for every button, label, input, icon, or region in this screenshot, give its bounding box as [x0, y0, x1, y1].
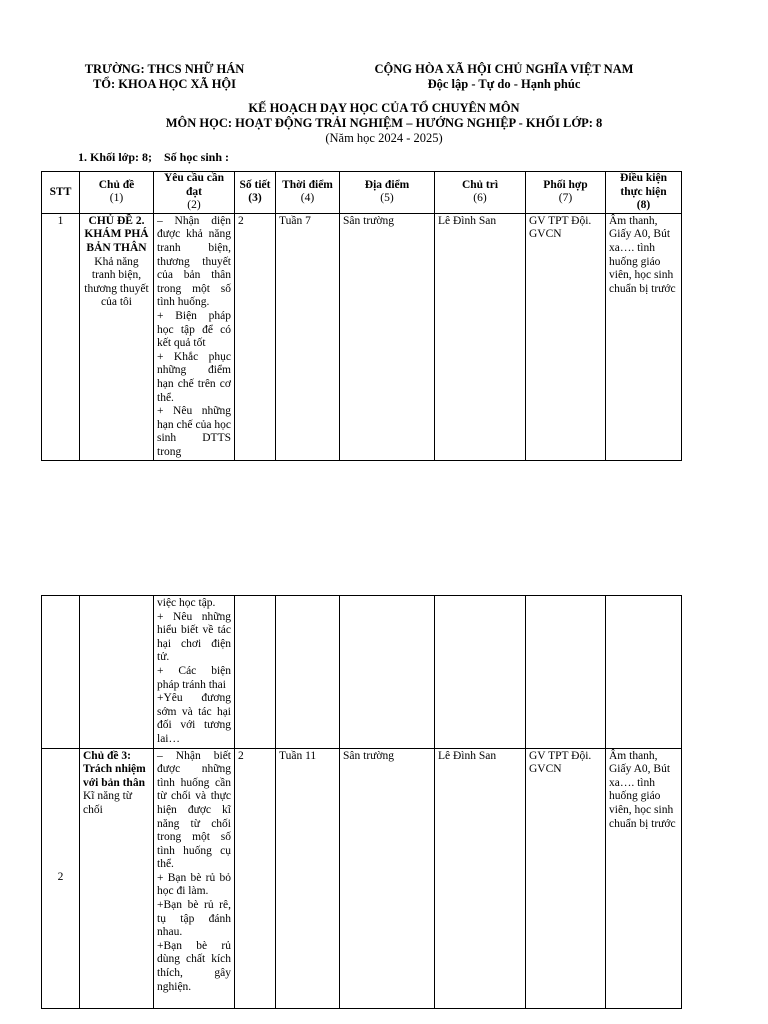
row-partner	[526, 596, 606, 749]
row-stt: 1	[42, 213, 80, 460]
col-stt: STT	[42, 172, 80, 214]
table-row	[42, 596, 682, 749]
row-host: Lê Đình San	[435, 748, 526, 1008]
row-periods: 2	[235, 213, 276, 460]
motto: Độc lập - Tự do - Hạnh phúc	[427, 77, 581, 91]
table-row	[42, 213, 682, 460]
col-periods: Số tiết (3)	[235, 172, 276, 214]
row-conditions	[606, 596, 682, 749]
row-topic	[80, 596, 154, 749]
row-periods: 2	[235, 748, 276, 1008]
grade-info: 1. Khối lớp: 8; Số học sinh :	[78, 150, 230, 164]
row-time	[276, 596, 340, 749]
col-requirements: Yêu cầu cần đạt (2)	[154, 172, 235, 214]
topic-title: Chủ đề 3: Trách nhiệm với bản thân	[83, 749, 146, 789]
row-conditions: Âm thanh, Giấy A0, Bút xa…. tình huống giáo viên, học sinh chuẩn bị trước	[606, 213, 682, 460]
row-partner: GV TPT Đội. GVCN	[526, 213, 606, 460]
plan-title: KẾ HOẠCH DẠY HỌC CỦA TỔ CHUYÊN MÔN	[248, 101, 520, 115]
table-row	[42, 748, 682, 1008]
row-host: Lê Đình San	[435, 213, 526, 460]
row-partner: GV TPT Đội. GVCN	[526, 748, 606, 1008]
col-place: Địa điểm (5)	[340, 172, 435, 214]
col-partner: Phối hợp (7)	[526, 172, 606, 214]
row-place: Sân trường	[340, 748, 435, 1008]
row-periods	[235, 596, 276, 749]
row-stt: 2	[42, 748, 80, 1008]
row-requirements: – Nhận biết được những tình huống cần từ chối và thực hiện được kĩ năng từ chối trong một số tình huống cụ thể. + Bạn bè rủ bỏ học đi làm. +Bạn bè rủ rê, tụ tập đánh nhau. +Bạn bè rủ dùng chất kích thích, gây nghiện.	[154, 748, 235, 1008]
row-requirements-continued: việc học tập. + Nêu những hiểu biết về tác hại chơi điện tử. + Các biện pháp tránh thai +Yêu đương sớm và tác hại đối với tương lai…	[154, 596, 235, 749]
row-requirements: – Nhận diện được khả năng tranh biện, thương thuyết của bản thân trong một số tình huống. + Biện pháp học tập để có kết quả tốt + Khắc phục những điểm hạn chế trên cơ thể. + Nêu những hạn chế của học sinh DTTS trong	[154, 213, 235, 460]
row-host	[435, 596, 526, 749]
topic-title: CHỦ ĐỀ 2. KHÁM PHÁ BẢN THÂN	[84, 214, 149, 254]
plan-table-page2	[41, 595, 682, 1009]
col-time: Thời điểm (4)	[276, 172, 340, 214]
col-topic: Chủ đề (1)	[80, 172, 154, 214]
topic-desc: Khả năng tranh biện, thương thuyết của tôi	[84, 255, 149, 309]
row-conditions: Âm thanh, Giấy A0, Bút xa…. tình huống giáo viên, học sinh chuẩn bị trước	[606, 748, 682, 1008]
col-conditions: Điều kiện thực hiện (8)	[606, 172, 682, 214]
subject-title: MÔN HỌC: HOẠT ĐỘNG TRẢI NGHIỆM – HƯỚNG NGHIỆP - KHỐI LỚP: 8	[165, 116, 603, 130]
row-topic	[80, 748, 154, 1008]
row-place: Sân trường	[340, 213, 435, 460]
col-host: Chủ trì (6)	[435, 172, 526, 214]
plan-table-page1	[41, 171, 682, 461]
department-name: TỔ: KHOA HỌC XÃ HỘI	[92, 77, 237, 91]
row-topic	[80, 213, 154, 460]
school-year: (Năm học 2024 - 2025)	[325, 131, 443, 145]
school-name: TRƯỜNG: THCS NHỮ HÁN	[84, 62, 245, 76]
topic-desc: Kĩ năng từ chối	[83, 790, 133, 816]
row-place	[340, 596, 435, 749]
table-header-row	[42, 172, 682, 214]
country-heading: CỘNG HÒA XÃ HỘI CHỦ NGHĨA VIỆT NAM	[374, 62, 634, 76]
row-time: Tuần 7	[276, 213, 340, 460]
row-time: Tuần 11	[276, 748, 340, 1008]
row-stt	[42, 596, 80, 749]
